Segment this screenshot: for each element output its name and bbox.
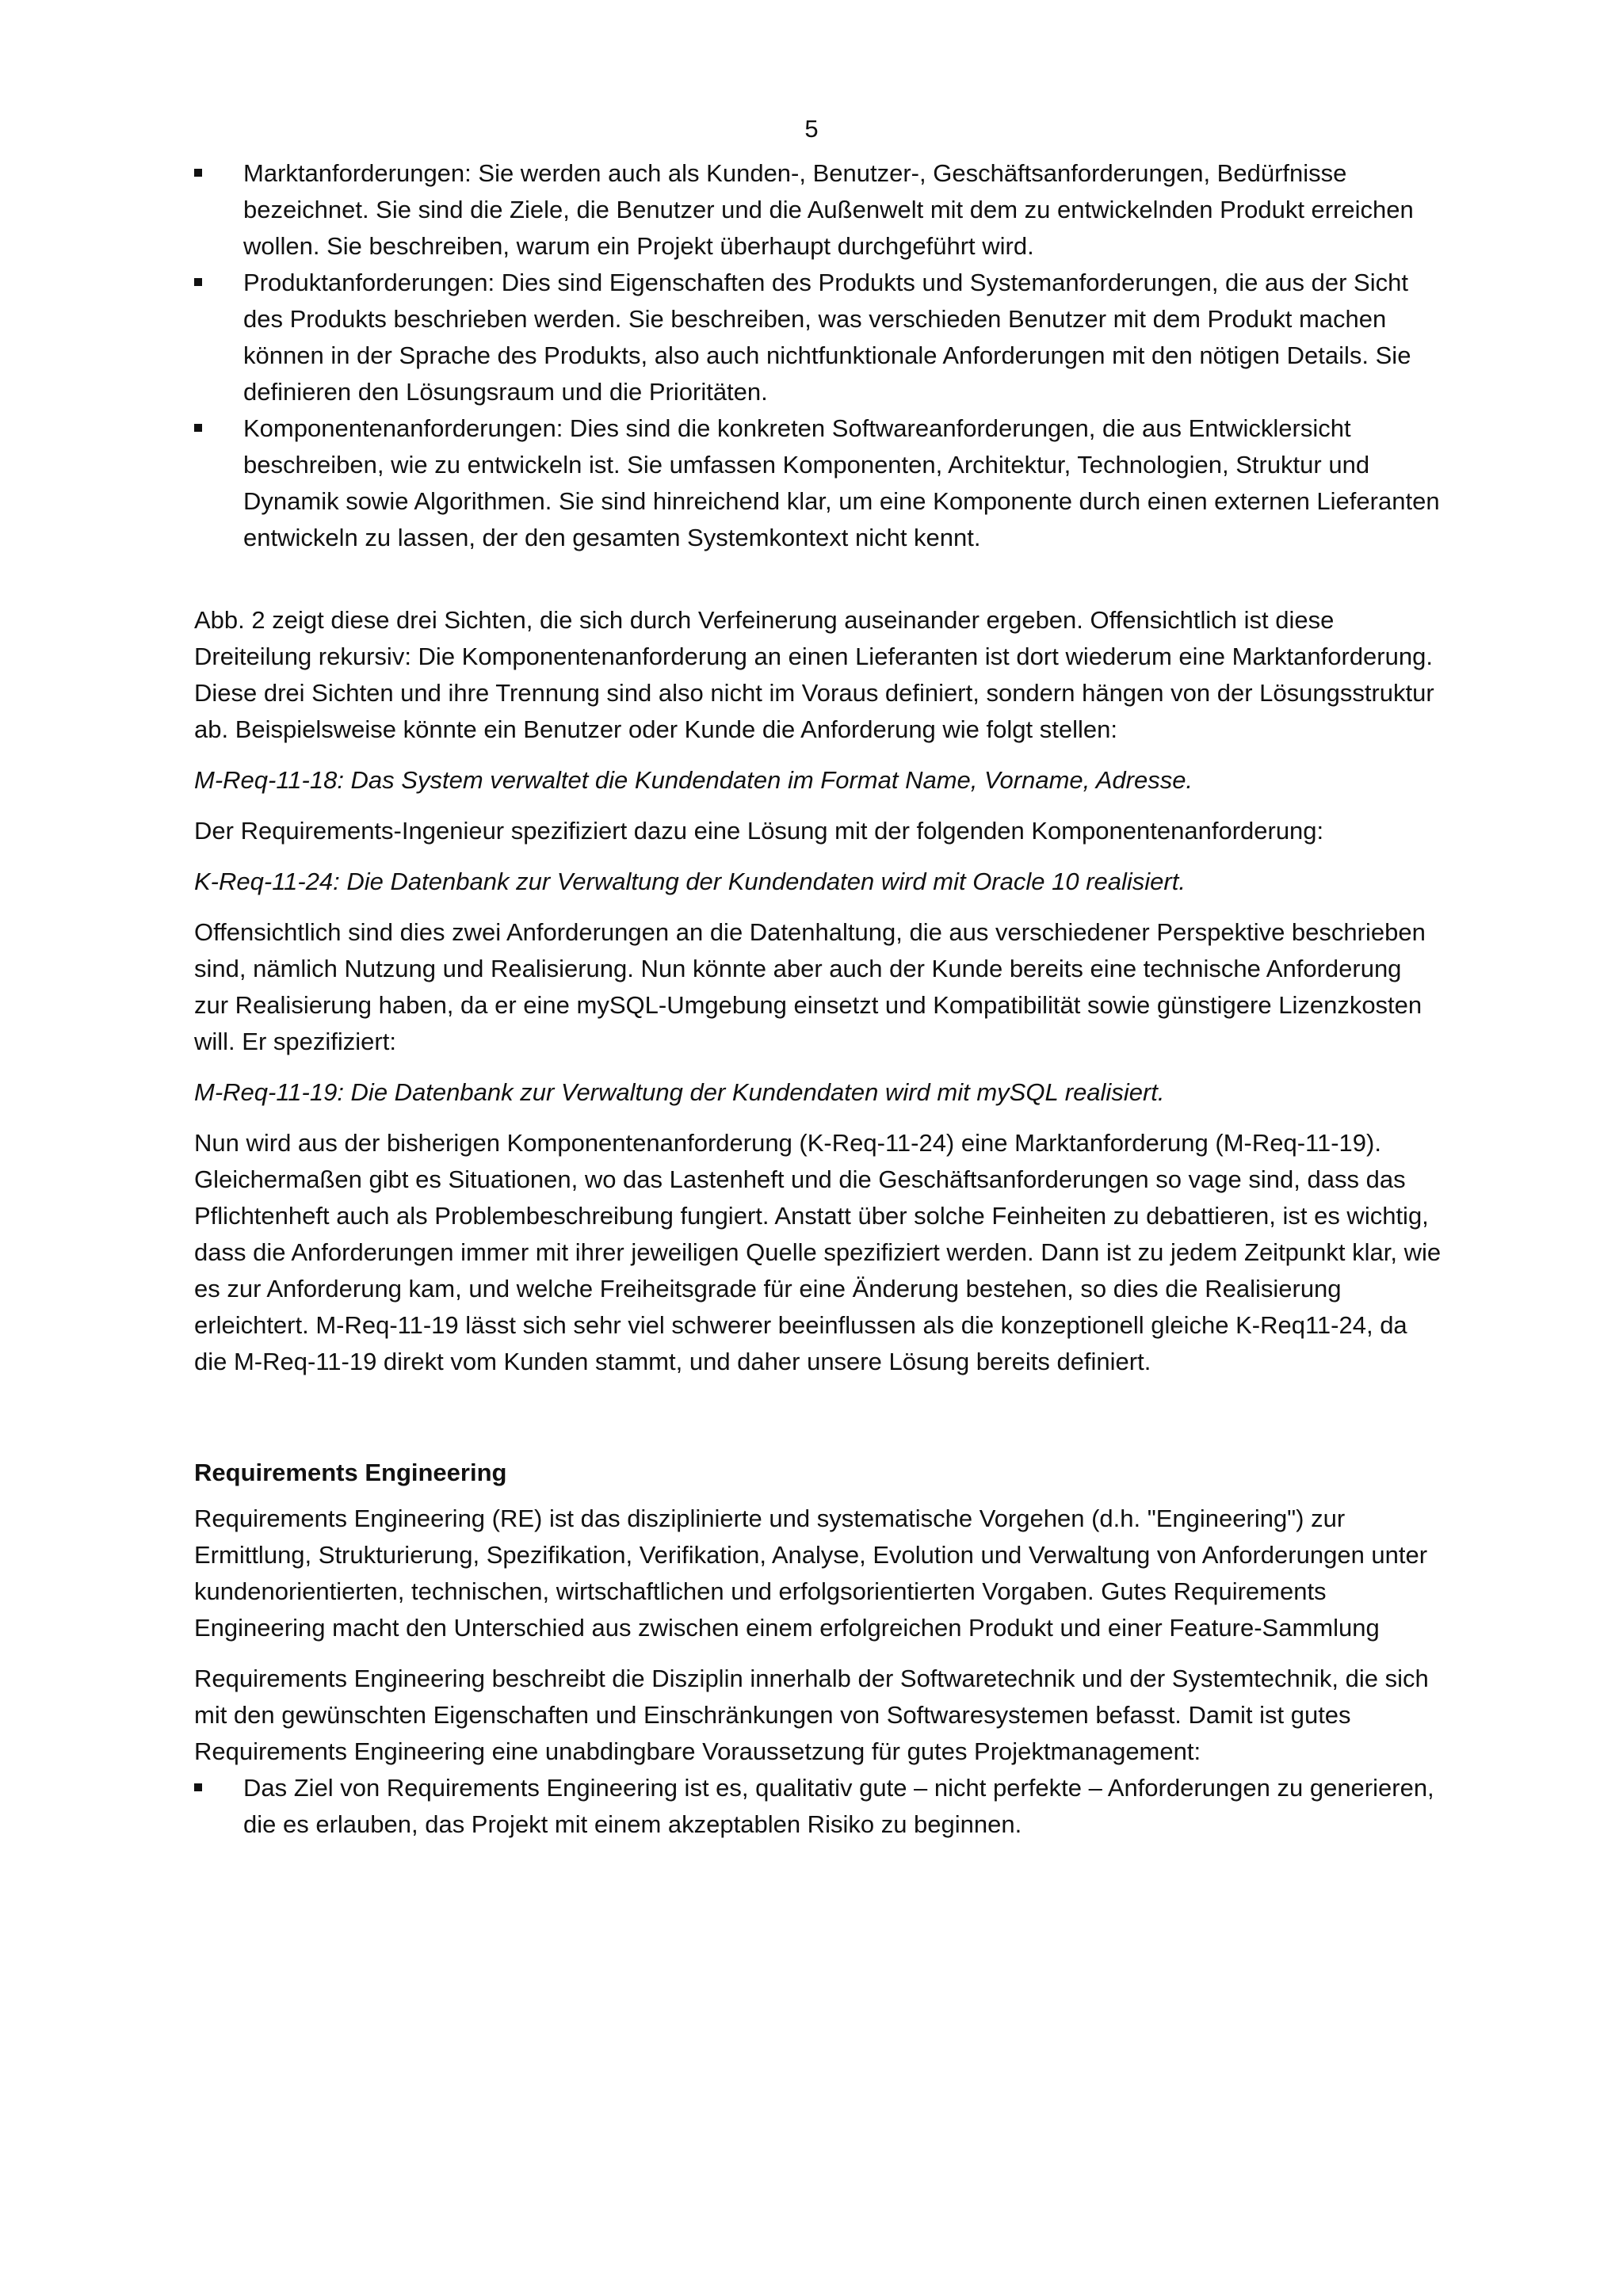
paragraph-nun-wird: Nun wird aus der bisherigen Komponentenanforderung (K-Req-11-24) eine Marktanforderung (M-Req-11-19). Gleichermaßen gibt es Situationen, wo das Lastenheft und die Geschäftsanforderungen so vage sind, dass das Pflichtenheft auch als Problembeschreibung fungiert. Anstatt über solche Feinheiten zu debattieren, ist es wichtig, dass die Anforderungen immer mit ihrer jeweiligen Quelle spezifiziert werden. Dann ist zu jedem Zeitpunkt klar, wie es zur Anforderung kam, und welche Freiheitsgrade für eine Änderung bestehen, so dies die Realisierung erleichtert. M-Req-11-19 lässt sich sehr viel schwerer beeinflussen als die konzeptionell gleiche K-Req11-24, da die M-Req-11-19 direkt vom Kunden stammt, und daher unsere Lösung bereits definiert. — [194, 1129, 1442, 1375]
paragraph-abb2: Abb. 2 zeigt diese drei Sichten, die sich durch Verfeinerung auseinander ergeben. Offensichtlich ist diese Dreiteilung rekursiv: Die Komponentenanforderung an einen Lieferanten ist dort wiederum eine Marktanforderung. Diese drei Sichten und ihre Trennung sind also nicht im Voraus definiert, sondern hängen von der Lösungsstruktur ab. Beispielsweise könnte ein Benutzer oder Kunde die Anforderung wie folgt stellen: — [194, 606, 1434, 743]
paragraph-re-discipline: Requirements Engineering beschreibt die Disziplin innerhalb der Softwaretechnik und der Systemtechnik, die sich mit den gewünschten Eigenschaften und Einschränkungen von Softwaresystemen befasst. Damit ist gutes Requirements Engineering eine unabdingbare Voraussetzung für gutes Projektmanagement: — [194, 1665, 1429, 1765]
bullet-square-icon — [194, 169, 202, 177]
page-number: 5 — [804, 115, 819, 143]
requirements-types-list — [194, 155, 1442, 556]
bullet-square-icon — [194, 424, 202, 432]
re-goal-list — [194, 1770, 1442, 1843]
paragraph-offensichtlich: Offensichtlich sind dies zwei Anforderungen an die Datenhaltung, die aus verschiedener Perspektive beschrieben sind, nämlich Nutzung und Realisierung. Nun könnte aber auch der Kunde bereits eine technische Anforderung zur Realisierung haben, da er eine mySQL-Umgebung einsetzt und Kompatibilität sowie günstigere Lizenzkosten will. Er spezifiziert: — [194, 918, 1426, 1055]
list-item: Das Ziel von Requirements Engineering ist es, qualitativ gute – nicht perfekte – Anforderungen zu generieren, die es erlauben, das Projekt mit einem akzeptablen Risiko zu beginnen. — [194, 1770, 1442, 1843]
requirement-m-req-11-18: M-Req-11-18: Das System verwaltet die Kundendaten im Format Name, Vorname, Adresse. — [194, 766, 1193, 794]
page-content — [194, 155, 1442, 1843]
bullet-square-icon — [194, 1783, 202, 1791]
bullet-square-icon — [194, 278, 202, 286]
list-item: Produktanforderungen: Dies sind Eigenschaften des Produkts und Systemanforderungen, die aus der Sicht des Produkts beschrieben werden. Sie beschreiben, was verschieden Benutzer mit dem Produkt machen können in der Sprache des Produkts, also auch nichtfunktionale Anforderungen mit den nötigen Details. Sie definieren den Lösungsraum und die Prioritäten. — [194, 265, 1442, 410]
paragraph-requirements-ingenieur: Der Requirements-Ingenieur spezifiziert dazu eine Lösung mit der folgenden Komponentenanforderung: — [194, 817, 1324, 845]
section-heading-requirements-engineering: Requirements Engineering — [194, 1459, 507, 1486]
requirement-k-req-11-24: K-Req-11-24: Die Datenbank zur Verwaltung der Kundendaten wird mit Oracle 10 realisiert. — [194, 868, 1186, 895]
requirement-m-req-11-19: M-Req-11-19: Die Datenbank zur Verwaltung der Kundendaten wird mit mySQL realisiert. — [194, 1078, 1165, 1106]
paragraph-re-definition: Requirements Engineering (RE) ist das disziplinierte und systematische Vorgehen (d.h. "Engineering") zur Ermittlung, Strukturierung, Spezifikation, Verifikation, Analyse, Evolution und Verwaltung von Anforderungen unter kundenorientierten, technischen, wirtschaftlichen und erfolgsorientierten Vorgaben. Gutes Requirements Engineering macht den Unterschied aus zwischen einem erfolgreichen Produkt und einer Feature-Sammlung — [194, 1505, 1428, 1642]
list-item: Komponentenanforderungen: Dies sind die konkreten Softwareanforderungen, die aus Entwicklersicht beschreiben, wie zu entwickeln ist. Sie umfassen Komponenten, Architektur, Technologien, Struktur und Dynamik sowie Algorithmen. Sie sind hinreichend klar, um eine Komponente durch einen externen Lieferanten entwickeln zu lassen, der den gesamten Systemkontext nicht kennt. — [194, 410, 1442, 556]
list-item: Marktanforderungen: Sie werden auch als Kunden-, Benutzer-, Geschäftsanforderungen, Bedürfnisse bezeichnet. Sie sind die Ziele, die Benutzer und die Außenwelt mit dem zu entwickelnden Produkt erreichen wollen. Sie beschreiben, warum ein Projekt überhaupt durchgeführt wird. — [194, 155, 1442, 265]
